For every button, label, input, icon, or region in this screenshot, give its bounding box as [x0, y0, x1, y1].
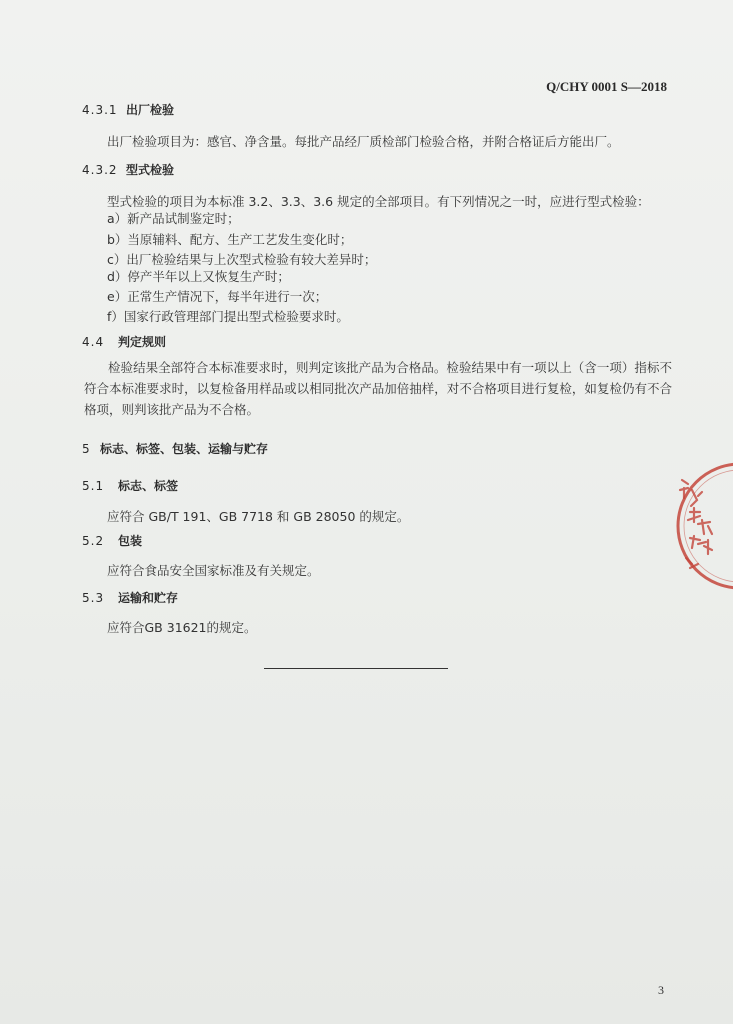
- section-heading-5-3: [82, 589, 178, 606]
- list-item: b）当原辅料、配方、生产工艺发生变化时；: [107, 232, 353, 247]
- section-number: 5.2: [82, 534, 105, 548]
- section-title: 判定规则: [118, 335, 167, 349]
- end-rule: [264, 668, 448, 669]
- section-title: 包装: [118, 534, 143, 548]
- section-body-5-2: 应符合食品安全国家标准及有关规定。: [107, 563, 320, 578]
- section-body-4-3-1: 出厂检验项目为：感官、净含量。每批产品经厂质检部门检验合格，并附合格证后方能出厂。: [107, 134, 620, 149]
- page-number: 3: [658, 983, 664, 997]
- list-item: c）出厂检验结果与上次型式检验有较大差异时；: [107, 252, 377, 267]
- section-title: 标志、标签: [118, 479, 179, 493]
- company-seal: [668, 460, 733, 590]
- list-item: f）国家行政管理部门提出型式检验要求时。: [107, 309, 349, 324]
- section-body-4-4: 检验结果全部符合本标准要求时，则判定该批产品为合格品。检验结果中有一项以上（含一项）指标不符合本标准要求时，以复检备用样品或以相同批次产品加倍抽样，对不合格项目进行复检，如复检仍有不合格项，则判该批产品为不合格。: [84, 360, 672, 417]
- section-number: 4.4: [82, 335, 105, 349]
- section-heading-5-1: [82, 477, 178, 494]
- section-title: 出厂检验: [126, 103, 175, 117]
- section-number: 5.3: [82, 591, 105, 605]
- section-title: 运输和贮存: [118, 591, 179, 605]
- seal-glyph: [698, 520, 712, 534]
- section-number: 5.1: [82, 479, 105, 493]
- section-title: 标志、标签、包装、运输与贮存: [100, 442, 269, 456]
- section-number: 5: [82, 442, 91, 456]
- seal-glyph: [686, 558, 698, 568]
- section-number: 4.3.2: [82, 163, 118, 177]
- list-item: a）新产品试制鉴定时；: [107, 211, 240, 226]
- standard-code: Q/CHY 0001 S—2018: [546, 79, 667, 94]
- seal-glyph: [691, 490, 702, 506]
- list-item: d）停产半年以上又恢复生产时；: [107, 269, 290, 284]
- section-body-5-1: 应符合 GB/T 191、GB 7718 和 GB 28050 的规定。: [107, 509, 410, 524]
- section-number: 4.3.1: [82, 103, 118, 117]
- section-heading-4-4: [82, 333, 166, 350]
- section-title: 型式检验: [126, 163, 175, 177]
- chapter-heading-5: [82, 440, 268, 457]
- section-heading-4-3-2: [82, 161, 174, 178]
- section-body-5-3: 应符合GB 31621的规定。: [107, 620, 257, 635]
- seal-glyph: [688, 508, 700, 522]
- section-heading-5-2: [82, 532, 142, 549]
- list-item: e）正常生产情况下，每半年进行一次；: [107, 289, 328, 304]
- section-intro-4-3-2: 型式检验的项目为本标准 3.2、3.3、3.6 规定的全部项目。有下列情况之一时，应进行型式检验：: [107, 194, 650, 209]
- section-heading-4-3-1: [82, 101, 174, 118]
